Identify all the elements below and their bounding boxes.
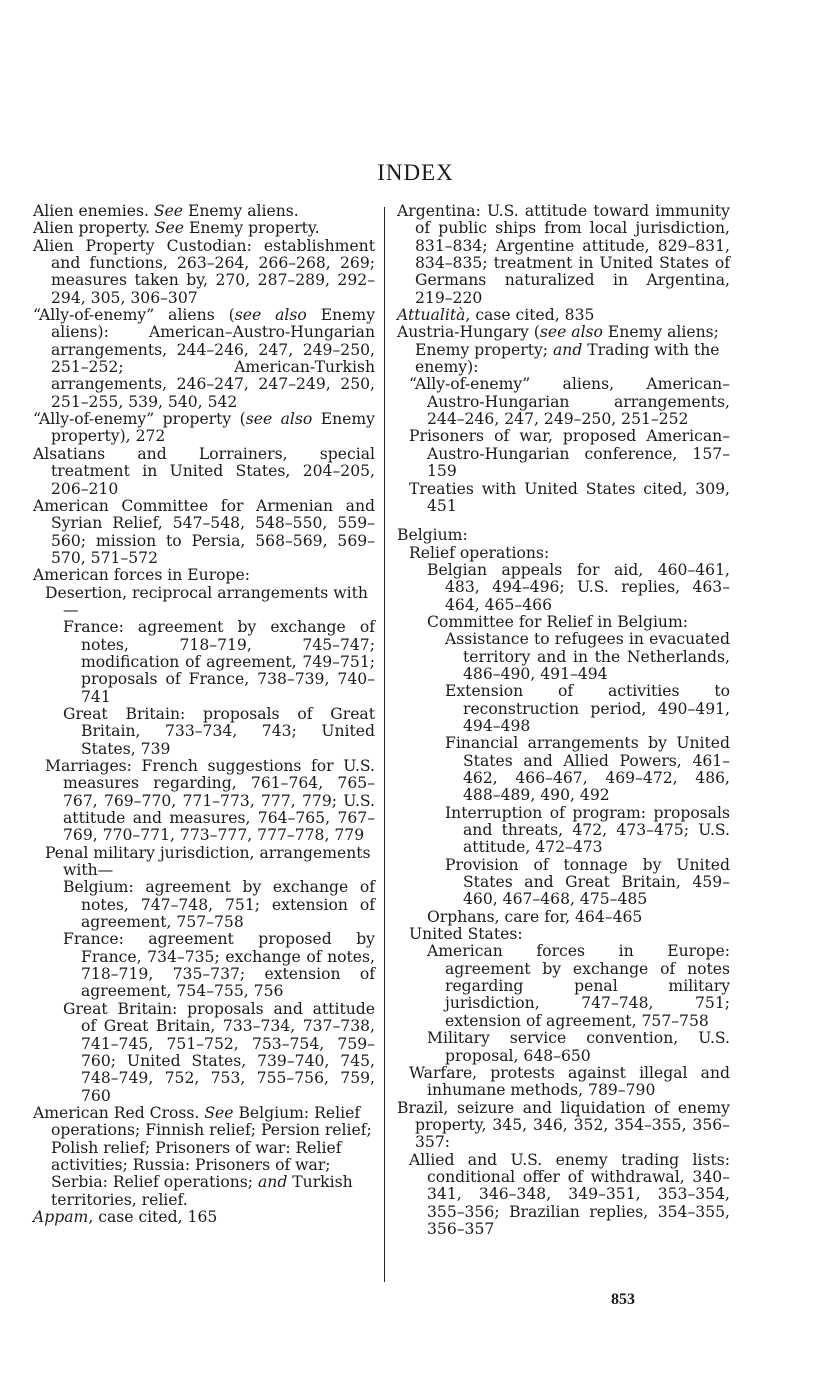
- index-entry: “Ally-of-enemy” property (see also Enemy property), 272: [33, 410, 375, 446]
- index-entry: Allied and U.S. enemy trading lists: conditional offer of withdrawal, 340–341, 346–348, 349–351, 353–354, 355–356; Brazilian replies, 354–355, 356–357: [409, 1150, 730, 1238]
- index-entry: Relief operations:: [409, 543, 550, 562]
- index-entry: France: agreement proposed by France, 734–735; exchange of notes, 718–719, 735–737; extension of agreement, 754–755, 756: [63, 930, 375, 1001]
- index-entry: Attualità, case cited, 835: [397, 306, 595, 325]
- index-entry: Prisoners of war, proposed American–Austro-Hungarian conference, 157–159: [409, 427, 730, 481]
- index-entry: Austria-Hungary (see also Enemy aliens; Enemy property; and Trading with the enemy):: [397, 323, 720, 377]
- index-entry: Brazil, seizure and liquidation of enemy property, 345, 346, 352, 354–355, 356–357:: [397, 1098, 730, 1152]
- index-entry: Interruption of program: proposals and threats, 472, 473–475; U.S. attitude, 472–473: [445, 803, 730, 857]
- page-number: 853: [611, 1291, 635, 1308]
- index-entry: American forces in Europe: agreement by exchange of notes regarding penal military jurisdiction, 747–748, 751; extension of agreement, 757–758: [427, 942, 730, 1030]
- index-entry: Appam, case cited, 165: [33, 1207, 218, 1226]
- index-entry: Treaties with United States cited, 309, 451: [409, 479, 730, 515]
- index-column-right: [397, 203, 730, 1238]
- index-entry: Desertion, reciprocal arrangements with—: [45, 583, 368, 619]
- index-entry: Orphans, care for, 464–465: [427, 907, 643, 926]
- index-entry: Argentina: U.S. attitude toward immunity of public ships from local jurisdiction, 831–834; Argentine attitude, 829–831, 834–835; treatment in United States of Germans naturalized in Argentina, 219–220: [397, 202, 730, 307]
- index-entry: Belgian appeals for aid, 460–461, 483, 494–496; U.S. replies, 463–464, 465–466: [427, 560, 730, 614]
- index-entry: Belgium:: [397, 526, 468, 545]
- index-entry: Extension of activities to reconstruction period, 490–491, 494–498: [445, 682, 730, 735]
- index-entry: France: agreement by exchange of notes, 718–719, 745–747; modification of agreement, 749–751; proposals of France, 738–739, 740–741: [63, 618, 375, 706]
- index-entry: “Ally-of-enemy” aliens (see also Enemy aliens): American–Austro-Hungarian arrangements, 244–246, 247, 249–250, 251–252; American-Turkish arrangements, 246–247, 247–249, 250, 251–255, 539, 540, 542: [33, 306, 376, 411]
- index-entry: Financial arrangements by United States and Allied Powers, 461–462, 466–467, 469–472, 486, 488–489, 490, 492: [445, 734, 730, 805]
- index-entry: American forces in Europe:: [33, 566, 251, 585]
- index-entry: Marriages: French suggestions for U.S. measures regarding, 761–764, 765–767, 769–770, 771–773, 777, 779; U.S. attitude and measures, 764–765, 767–769, 770–771, 773–777, 777–778, 779: [45, 757, 375, 845]
- index-entry: Great Britain: proposals of Great Britain, 733–734, 743; United States, 739: [63, 704, 375, 758]
- index-entry: Alien enemies. See Enemy aliens.: [33, 202, 299, 220]
- index-entry: Alsatians and Lorrainers, special treatment in United States, 204–205, 206–210: [33, 444, 375, 498]
- column-divider: [384, 207, 385, 1282]
- index-entry: Committee for Relief in Belgium:: [427, 612, 689, 631]
- page-title: INDEX: [377, 160, 454, 185]
- index-entry: Assistance to refugees in evacuated territory and in the Netherlands, 486–490, 491–494: [445, 630, 730, 683]
- index-entry: Belgium: agreement by exchange of notes, 747–748, 751; extension of agreement, 757–758: [63, 878, 375, 932]
- index-entry: “Ally-of-enemy” aliens, American–Austro-Hungarian arrangements, 244–246, 247, 249–250, 251–252: [409, 375, 730, 429]
- index-entry: Warfare, protests against illegal and inhumane methods, 789–790: [409, 1063, 730, 1100]
- index-entry: United States:: [409, 925, 523, 944]
- index-entry: Alien property. See Enemy property.: [33, 219, 320, 238]
- index-entry: Alien Property Custodian: establishment and functions, 263–264, 266–268, 269; measures taken by, 270, 287–289, 292–294, 305, 306–307: [33, 236, 375, 307]
- index-entry: American Committee for Armenian and Syrian Relief, 547–548, 548–550, 559–560; mission to Persia, 568–569, 569–570, 571–572: [33, 496, 375, 567]
- index-entry: Penal military jurisdiction, arrangements with—: [45, 843, 371, 880]
- index-entry: Great Britain: proposals and attitude of Great Britain, 733–734, 737–738, 741–745, 751–752, 753–754, 759–760; United States, 739–740, 745, 748–749, 752, 753, 755–756, 759, 760: [63, 999, 375, 1105]
- index-entry: Military service convention, U.S. proposal, 648–650: [427, 1029, 730, 1065]
- index-column-left: [33, 203, 375, 1226]
- index-entry: Provision of tonnage by United States and Great Britain, 459–460, 467–468, 475–485: [445, 855, 730, 909]
- index-entry: American Red Cross. See Belgium: Relief operations; Finnish relief; Persion relief; Polish relief; Prisoners of war: Relief activities; Russia: Prisoners of war; Serbia: Relief operations; and Turkish territories, relief.: [33, 1103, 372, 1209]
